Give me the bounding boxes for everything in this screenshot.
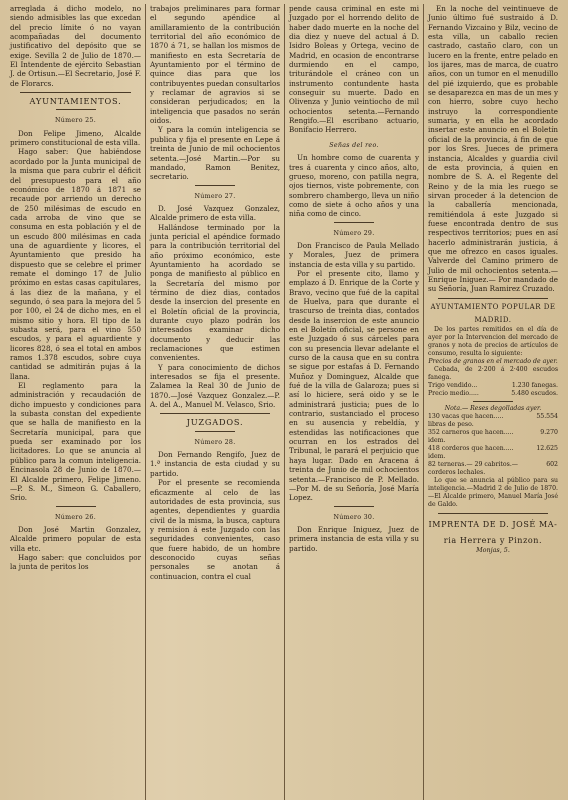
divider bbox=[20, 92, 131, 93]
divider bbox=[334, 506, 374, 507]
paragraph: trabajos preliminares para formar el segundo apéndice al amillaramiento de la contribución territorial del año económico de 1870 á 71, se hallan los mismos de manifiesto en esta Secretaría de Ayuntamiento por el término de quince dias para que los contribuyentes puedan consultarlos y reclamar de agravios si se consideran perjudicados; en la inteligencia que pasados no serán oidos. bbox=[150, 4, 280, 126]
row-label: 130 vacas que hacen..... bbox=[428, 413, 504, 421]
notice-number: Número 25. bbox=[54, 117, 97, 125]
market-row-precio bbox=[428, 390, 558, 398]
notice-number: Número 27. bbox=[194, 192, 236, 200]
row-label: 82 terneras.— 29 cabritos.— bbox=[428, 461, 518, 469]
row-value: 12.625 bbox=[536, 445, 558, 453]
divider bbox=[438, 298, 548, 299]
paragraph: Lo que se anuncia al público para su inteligencia.—Madrid 2 de Julio de 1870.—El Alcalde primero, Manuel María José de Galdo. bbox=[428, 477, 558, 509]
divider bbox=[438, 513, 548, 514]
divider bbox=[195, 185, 235, 186]
row-value: 55.554 bbox=[536, 413, 558, 421]
divider bbox=[334, 222, 374, 223]
notice-number: Número 26. bbox=[54, 513, 97, 521]
notice-number: Número 28. bbox=[194, 438, 236, 446]
section-title-ayuntamientos: AYUNTAMIENTOS. bbox=[29, 96, 122, 107]
suspect-description-title: Señas del reo. bbox=[329, 141, 379, 149]
paragraph: Por el presente cito, llamo y emplazo á D. Enrique de la Corte y Bravo, vecino que fué de la capital de Huelva, para que durante el trascurso de treinta dias, contados desde la insercion de este anuncio en el Boletín oficial, se persone en este Juzgado ó sus cárceles para con su presencia llevar adelante el curso de la causa que en su contra se sigue por estafas á D. Fernando Muñoz y Dominguez, Alcalde que fué de la villa de Galaroza; pues si así lo hiciere, será oido y se le administrará justicia; pues de lo contrario, sustanciado el proceso en su ausencia y rebeldía, y estendidas las notificaciones que ocurran en los estrados del Tribunal, le parará el perjuicio que haya lugar. Dado en Aracena á treinta de Junio de mil ochocientos setenta.—Francisco de P. Mellado.—Por M. de su Señoría, José María Lopez. bbox=[289, 268, 419, 503]
row-value: 9.270 bbox=[540, 429, 558, 437]
paragraph: Por el presente se recomienda eficazmente al celo de las autoridades de esta provincia, sus agentes, dependientes y guardia civil de la misma, la busca, captura y remision á este Juzgado con las seguridades convenientes, caso que fuere habido, de un hombre desconocido cuyas señas personales se anotan á continuacion, contra el cual bbox=[150, 478, 280, 581]
row-label: corderos lechales. bbox=[428, 469, 486, 477]
market-report bbox=[428, 326, 558, 509]
section-subtitle-city: MADRID. bbox=[474, 316, 512, 324]
notice-heading: D. José Vazquez Gonzalez, Alcalde primero de esta villa. bbox=[150, 203, 280, 223]
row-label: idem. bbox=[428, 453, 446, 461]
row-label: Trigo vendido... bbox=[428, 382, 478, 390]
paragraph: Hago saber: Que habiéndose acordado por la Junta municipal de la misma que para cubrir el déficit del presupuesto para el año económico de 1870 á 1871 se recaude por arriendo un derecho de 250 milésimas de escudo en cada arroba de vino que se consuma en esta población y el de un escudo 800 milésimas en cada una de aguardiente y licores, el Ayuntamiento que presido ha dispuesto que se celebre el primer remate el domingo 17 de Julio próximo en estas casas capitulares, á las diez de la mañana, y el segundo, ó sea para la mejora del 5 por 100, el 24 de dicho mes, en el mismo sitio y hora. El tipo de la subasta será, para el vino 550 escudos, y para el aguardiente y licores 828, ó sea el total en ambos ramos 1.378 escudos, sobre cuya cantidad se admitirán pujas á la llana. bbox=[10, 147, 141, 381]
notice-number: Número 29. bbox=[333, 229, 375, 237]
row-value: 1.230 fanegas. bbox=[511, 382, 558, 390]
row-value: 5.480 escudos. bbox=[511, 390, 558, 398]
paragraph: Hago saber: que concluidos por la junta de peritos los bbox=[10, 552, 141, 572]
market-row-trigo bbox=[428, 382, 558, 390]
paragraph: De los partes remitidos en el día de ayer por la Intervencion del mercado de granos y nota de precios de artículos de consumo, resulta lo siguiente: bbox=[428, 326, 558, 358]
printer-imprint-line2: ria Herrera y Pinzon. bbox=[443, 536, 543, 546]
paragraph: Hallándose terminado por la junta pericial el apéndice formado para la contribución territorial del año próximo económico, este Ayuntamiento ha acordado se ponga de manifiesto al público en la Secretaría del mismo por término de diez dias, contados desde la insercion del presente en el Boletín oficial de la provincia, durante cuyo plazo podrán los interesados examinar dicho documento y deducir las reclamaciones que estimen convenientes. bbox=[150, 222, 280, 363]
paragraph: Cebada, de 2·200 á 2·400 escudos fanega. bbox=[428, 366, 558, 382]
paragraph: arreglada á dicho modelo, no siendo admisibles las que excedan del precio límite ó no vayan acompañadas del documento justificativo del depósito que se exige. Sevilla 2 de Julio de 1870.—El Intendente de ejército Sebastian J. de Ortisun.—El Secretario, José F. de Florarcs. bbox=[10, 4, 141, 88]
column-4 bbox=[423, 4, 562, 800]
market-row bbox=[428, 469, 558, 477]
slaughter-note-title: Nota.— Reses degolladas ayer. bbox=[444, 405, 542, 413]
paragraph: El reglamento para la administración y recaudación de dicho impuesto y condiciones para la subasta constan del expediente que se halla de manifiesto en la Secretaría municipal, para que pueda ser examinado por los licitadores. Lo que se anuncia al público para la comun inteligencia. Encinasola 28 de Junio de 1870.—El Alcalde primero, Felipe Jimeno.—P. S. M., Simeon G. Caballero, Srio. bbox=[10, 381, 141, 503]
market-row bbox=[428, 421, 558, 429]
column-1 bbox=[6, 4, 145, 800]
notice-number: Número 30. bbox=[333, 513, 375, 521]
market-row bbox=[428, 445, 558, 453]
printer-address: Monjas, 5. bbox=[476, 546, 510, 555]
section-title-ayuntamiento-madrid: AYUNTAMIENTO POPULAR DE bbox=[430, 302, 556, 311]
divider bbox=[56, 506, 96, 507]
section-title-juzgados: JUZGADOS. bbox=[186, 417, 244, 428]
row-label: idem. bbox=[428, 437, 446, 445]
paragraph: En la noche del veintinueve de Junio último fué sustraido á D. Fernando Vizcaino y Bilz, vecino de esta villa, un caballo recien castrado, castaño claro, con un lucero en la frente, entre pelado en los ijares, mas de marca, de cuatro años, con un tumor en el menudillo del pié izquierdo, que es probable se desaparezca en mas de un mes y con hierro, sobre cuyo hecho instruyo la correspondiente sumaria, y en ella he acordado insertar este anuncio en el Boletín oficial de la provincia, á fin de que por los Sres. Jueces de primera instancia, Alcaldes y guardia civil de esta provincia, á quien en nombre de S. A. el Regente del Reino y de la mia les ruego se sirvan proceder á la detencion de la caballería mencionada, remitiéndola á este Juzgado si fuese encontrada dentro de sus respectivos territorios; pues en así hacerlo administrarán justicia, á que me ofrezco en casos iguales. Valverde del Camino primero de Julio de mil ochocientos setenta.—Enrique Iniguez.— Por mandado de su Señoría, Juan Ramirez Cruzado. bbox=[428, 4, 558, 294]
divider bbox=[195, 431, 235, 432]
row-label: 418 corderos que hacen..... bbox=[428, 445, 514, 453]
market-row bbox=[428, 413, 558, 421]
column-2 bbox=[145, 4, 284, 800]
notice-heading: Don Francisco de Paula Mellado y Morales, Juez de primera instancia de esta villa y su partido. bbox=[289, 240, 419, 269]
row-label: 352 carneros que hacen..... bbox=[428, 429, 514, 437]
paragraph: pende causa criminal en este mi Juzgado por el horrendo delito de haber dado muerte en la noche del dia diez y nueve del actual á D. Isidro Boleas y Ortega, vecino de Madrid, en ocasion de encontrarse durmiendo en el campo, triturándole el cráneo con un instrumento contundente hasta conseguir su muerte. Dado en Olivenza y Junio veintiocho de mil ochocientos setenta.—Fernando Rengifo.—El escribano actuario, Bonifacio Herrero. bbox=[289, 4, 419, 135]
paragraph: Un hombre como de cuarenta y tres á cuarenta y cinco años, alto, grueso, moreno, con patilla negra, ojos tiernos, viste pobremente, con sombrero chambergo, lleva un niño como de siete á ocho años y una niña como de cinco. bbox=[289, 153, 419, 219]
notice-heading: Don Fernando Rengifo, Juez de 1.ª instancia de esta ciudad y su partido. bbox=[150, 450, 280, 478]
row-value: 602 bbox=[546, 461, 558, 469]
market-row bbox=[428, 453, 558, 461]
paragraph: Y para la común inteligencia se publica y fija el presente en Lepe á treinta de Junio de mil ochocientos setenta.—José Martin.—Por su mandado, Ramon Benitez, secretario. bbox=[150, 125, 280, 182]
notice-heading: Don Felipe Jimeno, Alcalde primero constitucional de esta villa. bbox=[10, 128, 141, 148]
paragraph: Y para conocimiento de dichos interesados se fija el presente. Zalamea la Real 30 de Junio de 1870.—José Vazquez Gonzalez.—P. A. del A., Manuel M. Velasco, Srio. bbox=[150, 362, 280, 410]
market-row bbox=[428, 461, 558, 469]
row-label: Precio medio..... bbox=[428, 390, 479, 398]
market-row bbox=[428, 429, 558, 437]
printer-imprint: IMPRENTA DE D. JOSÉ MA- bbox=[428, 520, 558, 530]
grain-prices-title: Precios de granos en el mercado de ayer. bbox=[428, 358, 558, 366]
divider bbox=[473, 401, 513, 402]
divider bbox=[56, 109, 96, 110]
notice-heading: Don José Martin Gonzalez, Alcalde primero popular de esta villa etc. bbox=[10, 524, 141, 553]
row-label: libras de peso. bbox=[428, 421, 474, 429]
divider bbox=[160, 413, 270, 414]
notice-heading: Don Enrique Iniguez, Juez de primera instancia de esta villa y su partido. bbox=[289, 524, 419, 553]
column-3 bbox=[284, 4, 423, 800]
market-row bbox=[428, 437, 558, 445]
